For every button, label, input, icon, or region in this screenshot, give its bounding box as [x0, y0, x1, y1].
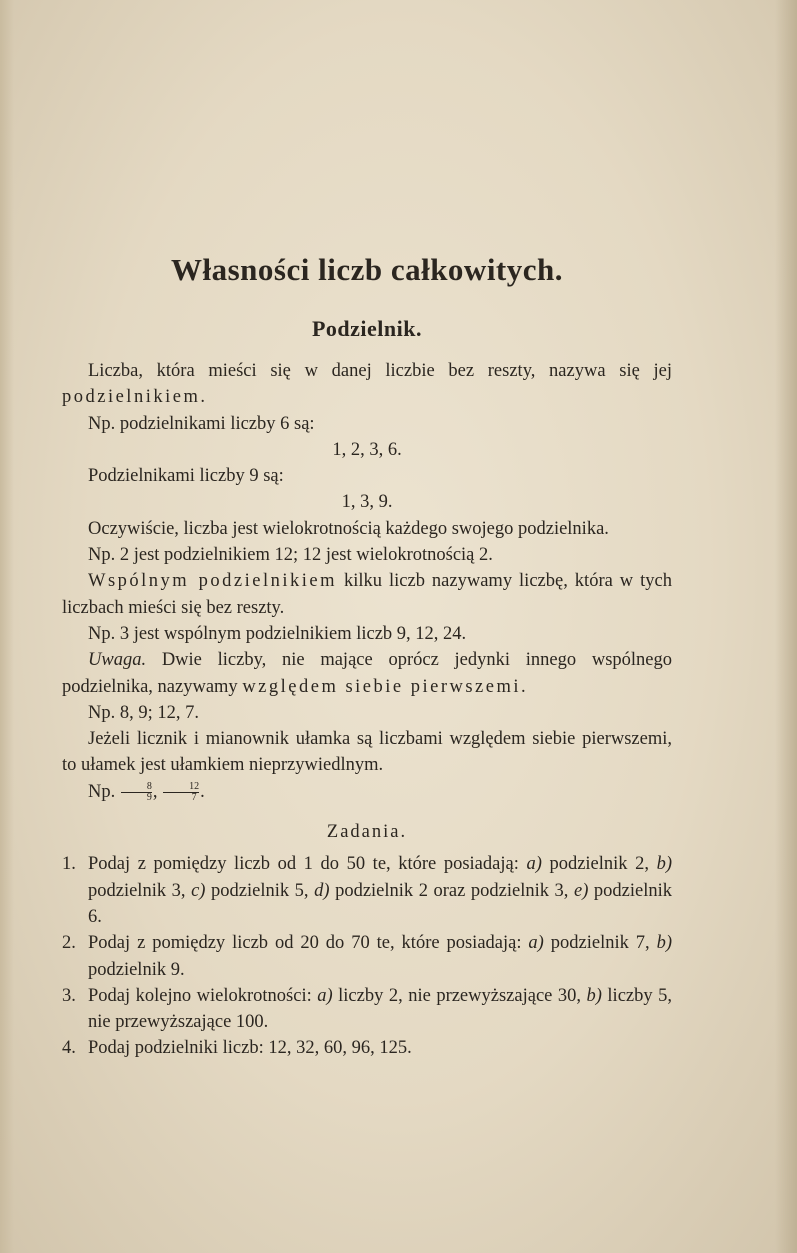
- paragraph-irreducible: Jeżeli licznik i mianownik ułamka są liczbami względem siebie pierwszemi, to ułamek jest ułamkiem nieprzywiedlnym.: [62, 729, 672, 776]
- exercise-item: 1. Podaj z pomiędzy liczb od 1 do 50 te, które posiadają: a) podzielnik 2, b) podzielnik 3, c) podzielnik 5, d) podzielnik 2 oraz podzielnik 3, e) podzielnik 6.: [62, 854, 673, 927]
- paragraph-example-6: Np. podzielnikami liczby 6 są:: [88, 413, 315, 434]
- paragraph-example-12: Np. 2 jest podzielnikiem 12; 12 jest wielokrotnością 2.: [88, 545, 493, 566]
- paragraph-example-coprime: Np. 8, 9; 12, 7.: [88, 702, 199, 723]
- term-coprime: względem siebie pierwszemi.: [242, 676, 529, 697]
- exercise-list: [62, 851, 672, 1061]
- paragraph-definition: Liczba, która mieści się w danej liczbie bez reszty, nazywa się jej podzielnikiem.: [62, 361, 672, 408]
- term-common-divisor: Wspólnym podzielnikiem: [88, 571, 338, 592]
- paragraph-multiple: Oczywiście, liczba jest wielokrotnością każdego swojego podzielnika.: [88, 518, 609, 539]
- exercise-item: 4. Podaj podzielniki liczb: 12, 32, 60, 96, 125.: [62, 1038, 412, 1059]
- section-title: Podzielnik.: [311, 316, 422, 341]
- divisors-of-9: 1, 3, 9.: [341, 492, 393, 513]
- paragraph-common-divisor: Wspólnym podzielnikiem kilku liczb nazywamy liczbę, która w tych liczbach mieści się bez reszty.: [62, 571, 672, 618]
- exercises-heading: Zadania.: [326, 822, 408, 843]
- paragraph-example-common: Np. 3 jest wspólnym podzielnikiem liczb 9, 12, 24.: [88, 623, 467, 644]
- page-shadow-right: [775, 0, 797, 1253]
- paragraph-example-9: Podzielnikami liczby 9 są:: [88, 466, 284, 487]
- page-shadow-left: [0, 0, 14, 1253]
- note-label: Uwaga.: [88, 650, 147, 671]
- paragraph-example-fractions: Np. $\frac{8}{9}$ , $\frac{12}{7}$ .: [88, 781, 205, 803]
- exercise-item: 3. Podaj kolejno wielokrotności: a) liczby 2, nie przewyższające 30, b) liczby 5, nie przewyższające 100.: [62, 985, 672, 1033]
- fraction-12-7: $\frac{12}{7}$: [163, 782, 199, 803]
- body-text: [62, 358, 672, 1062]
- paragraph-note: Uwaga. Dwie liczby, nie mające oprócz jedynki innego wspólnego podzielnika, nazywamy względem siebie pierwszemi.: [62, 650, 672, 697]
- chapter-title: Własności liczb całkowitych.: [170, 252, 564, 287]
- term-podzielnik: podzielnikiem.: [62, 387, 208, 408]
- divisors-of-6: 1, 2, 3, 6.: [332, 439, 402, 460]
- exercise-item: 2. Podaj z pomiędzy liczb od 20 do 70 te, które posiadają: a) podzielnik 7, b) podzielnik 9.: [62, 933, 673, 980]
- fraction-8-9: $\frac{8}{9}$: [121, 782, 152, 803]
